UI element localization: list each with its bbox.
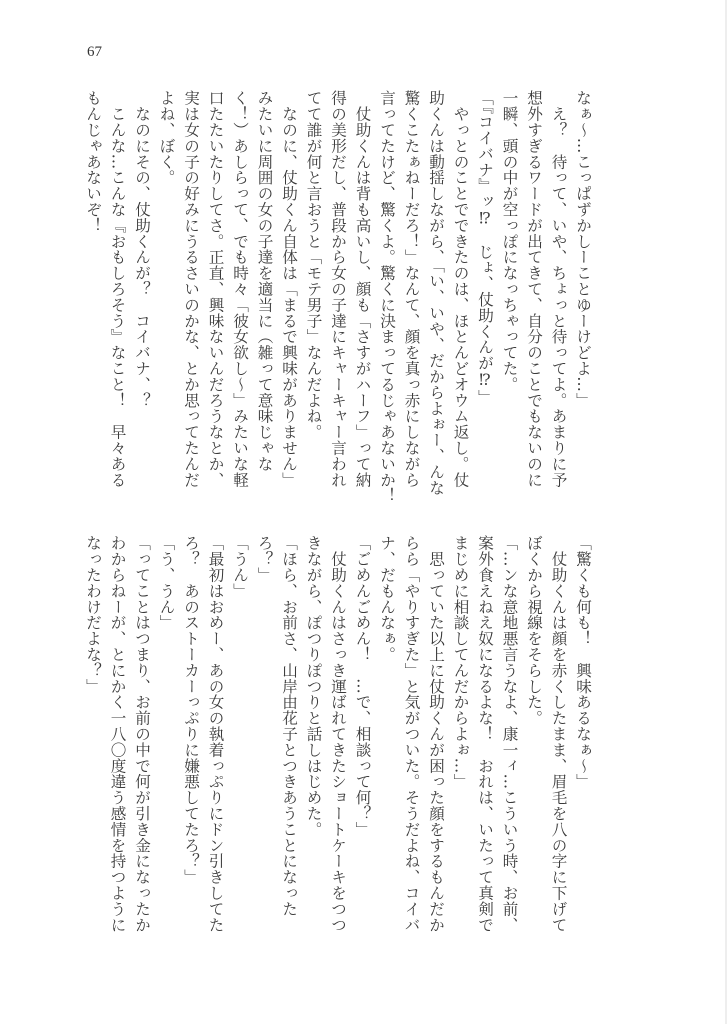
text-line: らら「やりすぎた」と気がついた。そうだよね、コイバ	[402, 535, 421, 933]
text-line: まじめに相談してんだからよぉ…」	[451, 535, 470, 790]
text-line: 驚くこたぁねーだろ！」なんて、顔を真っ赤にしながら	[402, 90, 421, 488]
text-line: てて誰が何と言おうと「モテ男子」なんだよね。	[304, 90, 323, 440]
text-line: 思っていた以上に仗助くんが困った顔をするもんだか	[427, 535, 445, 933]
text-line: 仗助くんはさっき運ばれてきたショートケーキをつつ	[329, 535, 347, 933]
text-line: 想外すぎるワードが出てきて、自分のことでもないのに	[525, 90, 543, 488]
text-line: ぼくから視線をそらした。	[525, 535, 543, 726]
text-line: 仗助くんは背も高いし、顔も「さすがハーフ」って納	[353, 90, 372, 488]
text-line: 仗助くんは顔を赤くしたまま、眉毛を八の字に下げて	[549, 535, 568, 933]
text-line: よね、ぼく。	[157, 90, 176, 186]
text-line: 一瞬、頭の中が空っぽになっちゃってた。	[500, 90, 519, 393]
text-line: なぁ〜…こっぱずかしーことゆーけどよ…」	[574, 90, 592, 408]
text-line: ナ、だもんなぁ。	[378, 535, 396, 663]
text-line: なのに、仗助くん自体は「まるで興味がありません」	[280, 90, 298, 488]
text-block-bottom	[81, 535, 596, 935]
page-number: 67	[87, 44, 102, 60]
text-line: 案外食えねえ奴になるよな！ おれは、いたって真剣で	[476, 535, 494, 933]
text-line: 「ほら、お前さ、山岸由花子とつきあうことになった	[280, 535, 298, 917]
text-line: なのにその、仗助くんが？ コイバナ、？	[133, 90, 151, 408]
text-line: 口たたいたりしてさ。正直、興味ないんだろうなとか、	[206, 90, 225, 488]
text-block-top	[81, 90, 596, 504]
text-line: 「うん」	[231, 535, 249, 599]
text-line: 実は女の子の好みにうるさいのかな、とか思ってたんだ	[182, 90, 200, 488]
text-line: ろ？」	[255, 535, 274, 583]
text-line: 「ごめんごめん！ …で、相談って何？」	[353, 535, 372, 838]
text-line: 「最初はおめー、あの女の執着っぷりにドン引きしてた	[206, 535, 225, 933]
text-line: きながら、ぽつりぽつりと話しはじめた。	[304, 535, 323, 838]
text-line: 「驚くも何も！ 興味あるなぁ〜」	[574, 535, 592, 790]
text-line: やっとのことでできたのは、ほとんどオウム返し。仗	[451, 90, 470, 488]
text-line: 助くんは動揺しながら、「い、いや、だからよぉー、んな	[427, 90, 445, 496]
text-line: く！）あしらって、でも時々「彼女欲し〜」みたいな軽	[231, 90, 249, 488]
text-line: ろ？ あのストーカーっぷりに嫌悪してたろ？」	[182, 535, 200, 885]
text-line: こんな…こんな『おもしろそう』なこと！ 早々ある	[108, 90, 127, 488]
text-line: なったわけだよな？」	[84, 535, 102, 694]
text-line: え？ 待って、いや、ちょっと待ってよ。あまりに予	[549, 90, 568, 488]
text-line: 「ってことはつまり、お前の中で何が引き金になったか	[133, 535, 151, 933]
text-line: 「『コイバナ』ッ⁉ じょ、仗助くんが⁉」	[476, 90, 494, 405]
text-line: もんじゃあないぞ！	[84, 90, 102, 234]
text-line: わからねーが、とにかく一八〇度違う感情を持つように	[108, 535, 127, 933]
text-line: 得の美形だし、普段から女の子達にキャーキャー言われ	[329, 90, 347, 488]
text-line: 言ってたけど、驚くよ。驚くに決まってるじゃあないか！	[378, 90, 396, 504]
text-line: みたいに周囲の女の子達を適当に（雑って意味じゃな	[255, 90, 274, 472]
text-line: 「う、うん」	[157, 535, 176, 631]
text-line: 「…ンな意地悪言うなよ、康一ィ…こういう時、お前、	[500, 535, 519, 933]
